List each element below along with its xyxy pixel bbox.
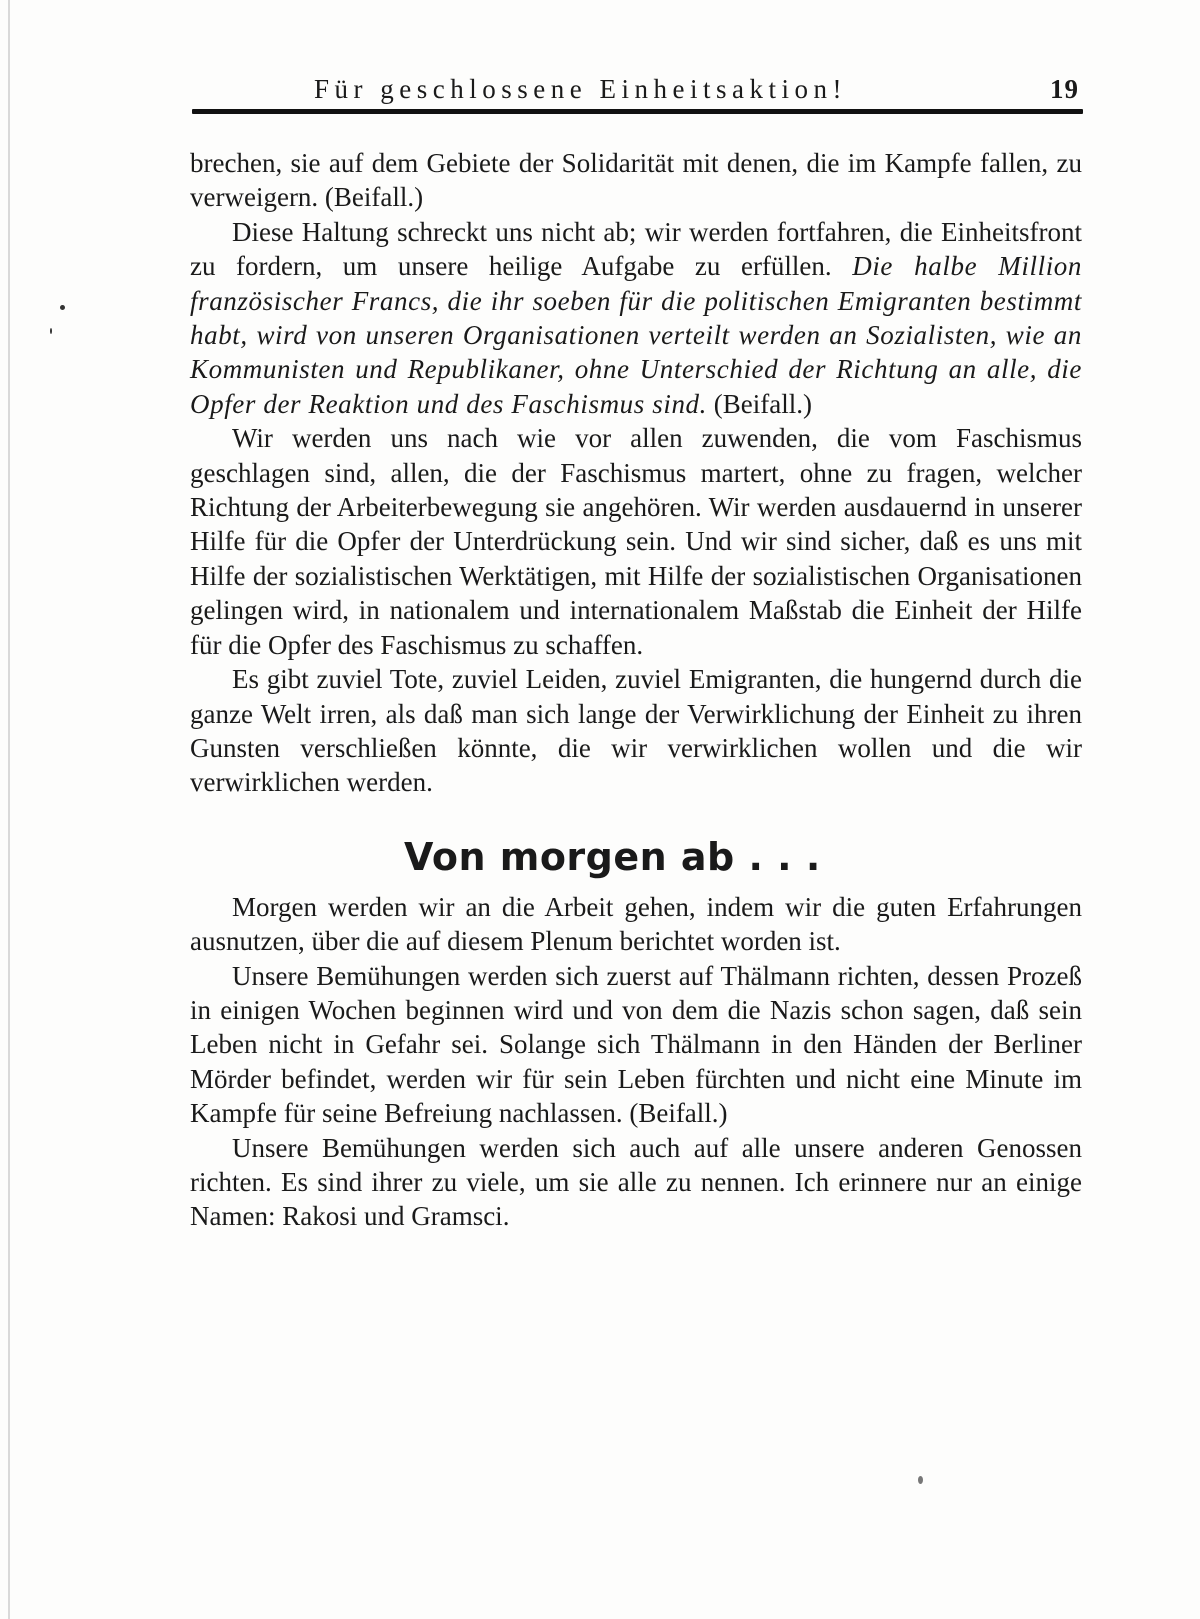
emphasized-text: Die halbe Million französischer Francs, die ihr soeben für die politischen Emigranten bestimmt habt, wird von unseren Organisationen verteilt werden an Sozialisten, wie an Kommunisten und Republikaner, ohne Unterschied der Richtung an alle, die Opfer der Reaktion und des Faschismus sind.	[190, 251, 1083, 419]
scan-speck	[50, 328, 52, 334]
paragraph: Unsere Bemühungen werden sich auch auf alle unsere anderen Genossen richten. Es sind ihrer zu viele, um sie alle zu nennen. Ich erinnere nur an einige Namen: Rakosi und Gramsci.	[190, 1132, 1082, 1232]
page-header	[192, 74, 1085, 114]
applause-note: (Beifall.)	[713, 388, 812, 419]
paragraph	[190, 215, 1082, 421]
scan-speck	[60, 305, 65, 310]
page-number: 19	[1050, 74, 1079, 104]
body-text	[190, 146, 1082, 1234]
paragraph: Es gibt zuviel Tote, zuviel Leiden, zuviel Emigranten, die hungernd durch die ganze Welt irren, als daß man sich lange der Verwirklichung der Einheit zu ihren Gunsten verschließen könnte, die wir verwirklichen wollen und die wir verwirklichen werden.	[190, 664, 1082, 798]
section-heading: Von morgen ab . . .	[404, 834, 821, 879]
scan-speck	[918, 1476, 923, 1484]
paragraph: Unsere Bemühungen werden sich zuerst auf Thälmann richten, dessen Prozeß in einigen Wochen beginnen wird und von dem die Nazis schon sagen, daß sein Leben nicht in Gefahr sei. Solange sich Thälmann in den Händen der Berliner Mörder befindet, werden wir für sein Leben fürchten und nicht eine Minute im Kampfe für seine Befreiung nachlassen. (Beifall.)	[190, 960, 1082, 1129]
header-rule	[192, 109, 1083, 114]
paragraph-text: Diese Haltung schreckt uns nicht ab; wir werden fortfahren, die Einheitsfront zu fordern, um unsere heilige Aufgabe zu erfüllen.	[190, 216, 1082, 282]
running-title: Für geschlossene Einheitsaktion!	[314, 74, 847, 104]
paragraph: Morgen werden wir an die Arbeit gehen, indem wir die guten Erfahrungen ausnutzen, über die auf diesem Plenum berichtet worden ist.	[190, 891, 1082, 957]
paragraph: Wir werden uns nach wie vor allen zuwenden, die vom Faschismus geschlagen sind, allen, die der Faschismus martert, ohne zu fragen, welcher Richtung der Arbeiterbewegung sie angehören. Wir werden ausdauernd in unserer Hilfe für die Opfer der Unterdrückung sein. Und wir sind sicher, daß es uns mit Hilfe der sozialistischen Werktätigen, mit Hilfe der sozialistischen Organisationen gelingen wird, in nationalem und internationalem Maßstab die Einheit der Hilfe für die Opfer des Faschismus zu schaffen.	[190, 423, 1082, 660]
page-edge-shadow	[8, 0, 10, 1619]
paragraph: brechen, sie auf dem Gebiete der Solidarität mit denen, die im Kampfe fallen, zu verweigern. (Beifall.)	[190, 148, 1082, 213]
